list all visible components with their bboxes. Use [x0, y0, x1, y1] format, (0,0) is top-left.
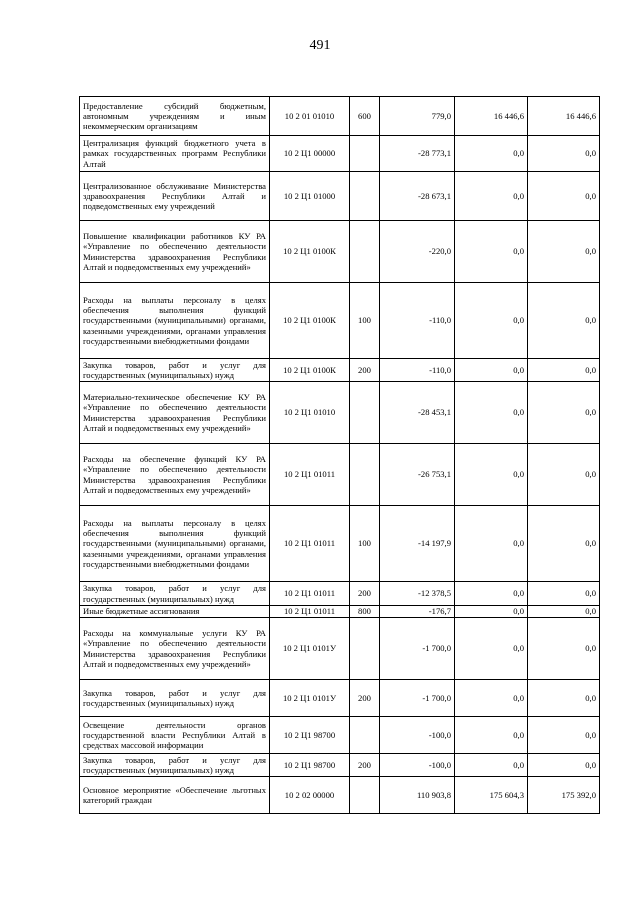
row-expense-type: 100: [350, 506, 380, 582]
row-amount-1: -28 673,1: [380, 172, 455, 221]
row-amount-1: -100,0: [380, 754, 455, 777]
row-amount-2: 16 446,6: [455, 97, 528, 136]
row-name: Закупка товаров, работ и услуг для государственных (муниципальных) нужд: [80, 680, 270, 717]
table-row: [80, 582, 600, 606]
row-name: Повышение квалификации работников КУ РА «Управление по обеспечению деятельности Министерства здравоохранения Республики Алтай и подведомственных ему учреждений»: [80, 221, 270, 283]
row-expense-type: 200: [350, 359, 380, 382]
table-row: [80, 97, 600, 136]
row-expense-type: [350, 172, 380, 221]
row-amount-2: 0,0: [455, 582, 528, 606]
row-amount-2: 175 604,3: [455, 777, 528, 814]
row-code: 10 2 Ц1 98700: [270, 717, 350, 754]
row-amount-2: 0,0: [455, 172, 528, 221]
row-amount-3: 0,0: [528, 136, 600, 172]
row-expense-type: 200: [350, 582, 380, 606]
row-amount-3: 175 392,0: [528, 777, 600, 814]
row-amount-1: 779,0: [380, 97, 455, 136]
row-amount-2: 0,0: [455, 680, 528, 717]
row-amount-2: 0,0: [455, 136, 528, 172]
row-name: Материально-техническое обеспечение КУ РА «Управление по обеспечению деятельности Министерства здравоохранения Республики Алтай и подведомственных ему учреждений»: [80, 382, 270, 444]
row-amount-3: 0,0: [528, 221, 600, 283]
row-amount-3: 0,0: [528, 717, 600, 754]
page-number: 491: [309, 38, 331, 53]
row-amount-3: 0,0: [528, 359, 600, 382]
row-code: 10 2 Ц1 0100К: [270, 359, 350, 382]
row-expense-type: [350, 717, 380, 754]
row-expense-type: [350, 444, 380, 506]
row-code: 10 2 Ц1 0101У: [270, 680, 350, 717]
table-row: [80, 506, 600, 582]
row-name: Закупка товаров, работ и услуг для государственных (муниципальных) нужд: [80, 754, 270, 777]
row-amount-2: 0,0: [455, 359, 528, 382]
row-expense-type: 100: [350, 283, 380, 359]
row-code: 10 2 Ц1 01000: [270, 172, 350, 221]
row-expense-type: 800: [350, 606, 380, 618]
table-row: [80, 717, 600, 754]
row-expense-type: [350, 777, 380, 814]
row-amount-2: 0,0: [455, 506, 528, 582]
row-amount-2: 0,0: [455, 717, 528, 754]
row-amount-1: -28 453,1: [380, 382, 455, 444]
row-name: Закупка товаров, работ и услуг для государственных (муниципальных) нужд: [80, 582, 270, 606]
table-row: [80, 444, 600, 506]
table-row: [80, 606, 600, 618]
row-code: 10 2 Ц1 01011: [270, 606, 350, 618]
row-expense-type: 200: [350, 680, 380, 717]
row-amount-3: 0,0: [528, 283, 600, 359]
row-amount-3: 0,0: [528, 382, 600, 444]
row-amount-2: 0,0: [455, 444, 528, 506]
row-code: 10 2 Ц1 01011: [270, 444, 350, 506]
row-amount-3: 0,0: [528, 444, 600, 506]
row-amount-1: -110,0: [380, 359, 455, 382]
row-code: 10 2 Ц1 01010: [270, 382, 350, 444]
row-code: 10 2 Ц1 01011: [270, 506, 350, 582]
row-name: Расходы на выплаты персоналу в целях обеспечения выполнения функций государственными (муниципальными) органами, казенными учреждениями, органами управления государственными внебюджетными фондами: [80, 283, 270, 359]
row-amount-3: 0,0: [528, 618, 600, 680]
row-amount-1: -100,0: [380, 717, 455, 754]
budget-table: [79, 96, 600, 814]
table-row: [80, 136, 600, 172]
row-amount-2: 0,0: [455, 221, 528, 283]
row-amount-3: 0,0: [528, 680, 600, 717]
row-code: 10 2 Ц1 98700: [270, 754, 350, 777]
row-name: Расходы на обеспечение функций КУ РА «Управление по обеспечению деятельности Министерства здравоохранения Республики Алтай и подведомственных ему учреждений»: [80, 444, 270, 506]
table-row: [80, 382, 600, 444]
row-amount-1: -28 773,1: [380, 136, 455, 172]
row-name: Расходы на выплаты персоналу в целях обеспечения выполнения функций государственными (муниципальными) органами, казенными учреждениями, органами управления государственными внебюджетными фондами: [80, 506, 270, 582]
row-name: Предоставление субсидий бюджетным, автономным учреждениям и иным некоммерческим организациям: [80, 97, 270, 136]
row-amount-3: 0,0: [528, 506, 600, 582]
row-code: 10 2 Ц1 00000: [270, 136, 350, 172]
row-code: 10 2 01 01010: [270, 97, 350, 136]
table-row: [80, 283, 600, 359]
row-amount-1: -12 378,5: [380, 582, 455, 606]
row-expense-type: [350, 618, 380, 680]
row-code: 10 2 Ц1 0100К: [270, 283, 350, 359]
row-code: 10 2 Ц1 0100К: [270, 221, 350, 283]
row-amount-1: -176,7: [380, 606, 455, 618]
row-name: Расходы на коммунальные услуги КУ РА «Управление по обеспечению деятельности Министерства здравоохранения Республики Алтай и подведомственных ему учреждений»: [80, 618, 270, 680]
row-amount-1: -1 700,0: [380, 618, 455, 680]
row-code: 10 2 Ц1 01011: [270, 582, 350, 606]
row-amount-3: 0,0: [528, 606, 600, 618]
row-name: Централизация функций бюджетного учета в рамках государственных программ Республики Алтай: [80, 136, 270, 172]
row-name: Основное мероприятие «Обеспечение льготных категорий граждан: [80, 777, 270, 814]
table-row: [80, 777, 600, 814]
row-name: Закупка товаров, работ и услуг для государственных (муниципальных) нужд: [80, 359, 270, 382]
table-row: [80, 618, 600, 680]
row-amount-1: -1 700,0: [380, 680, 455, 717]
row-expense-type: [350, 221, 380, 283]
row-amount-1: -14 197,9: [380, 506, 455, 582]
table-row: [80, 172, 600, 221]
row-amount-2: 0,0: [455, 754, 528, 777]
table-row: [80, 754, 600, 777]
row-name: Иные бюджетные ассигнования: [80, 606, 270, 618]
table-row: [80, 221, 600, 283]
table-row: [80, 359, 600, 382]
row-code: 10 2 Ц1 0101У: [270, 618, 350, 680]
row-code: 10 2 02 00000: [270, 777, 350, 814]
row-amount-2: 0,0: [455, 618, 528, 680]
row-expense-type: 600: [350, 97, 380, 136]
row-expense-type: [350, 382, 380, 444]
row-amount-2: 0,0: [455, 606, 528, 618]
row-amount-3: 0,0: [528, 172, 600, 221]
table-row: [80, 680, 600, 717]
row-amount-1: -110,0: [380, 283, 455, 359]
row-amount-1: 110 903,8: [380, 777, 455, 814]
row-expense-type: [350, 136, 380, 172]
row-amount-2: 0,0: [455, 283, 528, 359]
row-amount-1: -220,0: [380, 221, 455, 283]
row-expense-type: 200: [350, 754, 380, 777]
row-amount-3: 0,0: [528, 582, 600, 606]
row-name: Централизованное обслуживание Министерства здравоохранения Республики Алтай и подведомственных ему учреждений: [80, 172, 270, 221]
row-amount-3: 0,0: [528, 754, 600, 777]
row-amount-2: 0,0: [455, 382, 528, 444]
row-name: Освещение деятельности органов государственной власти Республики Алтай в средствах массовой информации: [80, 717, 270, 754]
row-amount-3: 16 446,6: [528, 97, 600, 136]
row-amount-1: -26 753,1: [380, 444, 455, 506]
